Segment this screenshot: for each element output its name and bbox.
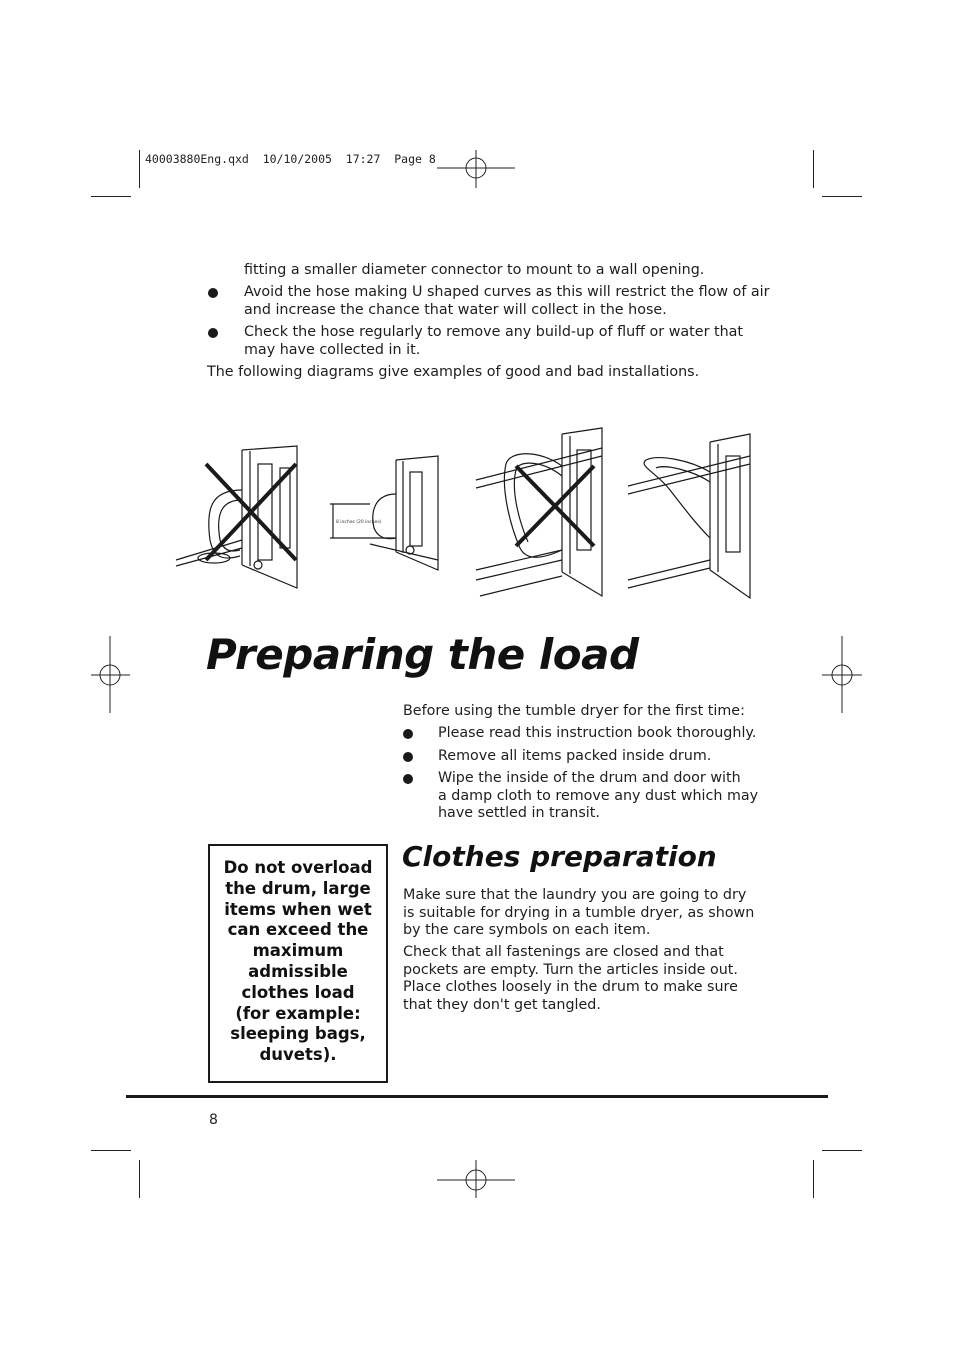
diagram-good-1 (330, 456, 438, 570)
list-item: Remove all items packed inside drum. (403, 748, 711, 766)
diagram-bad-1 (176, 446, 297, 588)
warning-box (208, 844, 388, 1083)
bullet-icon (403, 729, 413, 739)
preparing-lead: Before using the tumble dryer for the first time: (403, 703, 745, 719)
diagram-bad-2 (476, 428, 602, 596)
list-item: Check the hose regularly to remove any build-up of fluff or water that may have collected in it. (208, 324, 743, 359)
bullet-icon (208, 288, 218, 298)
page-number: 8 (209, 1112, 218, 1128)
footer-rule (126, 1095, 828, 1098)
installation-diagrams (170, 420, 770, 605)
page-title: Preparing the load (206, 630, 639, 679)
bullet-icon (208, 328, 218, 338)
measure-label: 8 inches (20 inches) (336, 520, 382, 525)
cross-mark-2 (516, 466, 594, 546)
clothes-paragraph-2: Check that all fastenings are closed and that pockets are empty. Turn the articles inside out. Place clothes loosely in the drum to make sure that they don't get tangled. (403, 944, 738, 1013)
diagrams-caption: The following diagrams give examples of good and bad installations. (207, 364, 700, 380)
intro-continuation: fitting a smaller diameter connector to mount to a wall opening. (244, 262, 705, 278)
clothes-paragraph-1: Make sure that the laundry you are going to dry is suitable for drying in a tumble dryer, as shown by the care symbols on each item. (403, 887, 755, 938)
printer-slug: 40003880Eng.qxd 10/10/2005 17:27 Page 8 (145, 152, 436, 166)
bullet-icon (403, 774, 413, 784)
list-item: Avoid the hose making U shaped curves as this will restrict the flow of air and increase the chance that water will collect in the hose. (208, 284, 770, 319)
cross-mark-1 (206, 464, 296, 560)
bullet-icon (403, 752, 413, 762)
warning-text: Do not overload the drum, large items when wet can exceed the maximum admissible clothes load (for example: sleeping bags, duvets). (223, 858, 373, 1065)
section-heading: Clothes preparation (402, 840, 717, 873)
list-item: Wipe the inside of the drum and door with a damp cloth to remove any dust which may have settled in transit. (403, 770, 758, 823)
list-item: Please read this instruction book thoroughly. (403, 725, 756, 743)
diagram-good-2 (628, 434, 750, 598)
